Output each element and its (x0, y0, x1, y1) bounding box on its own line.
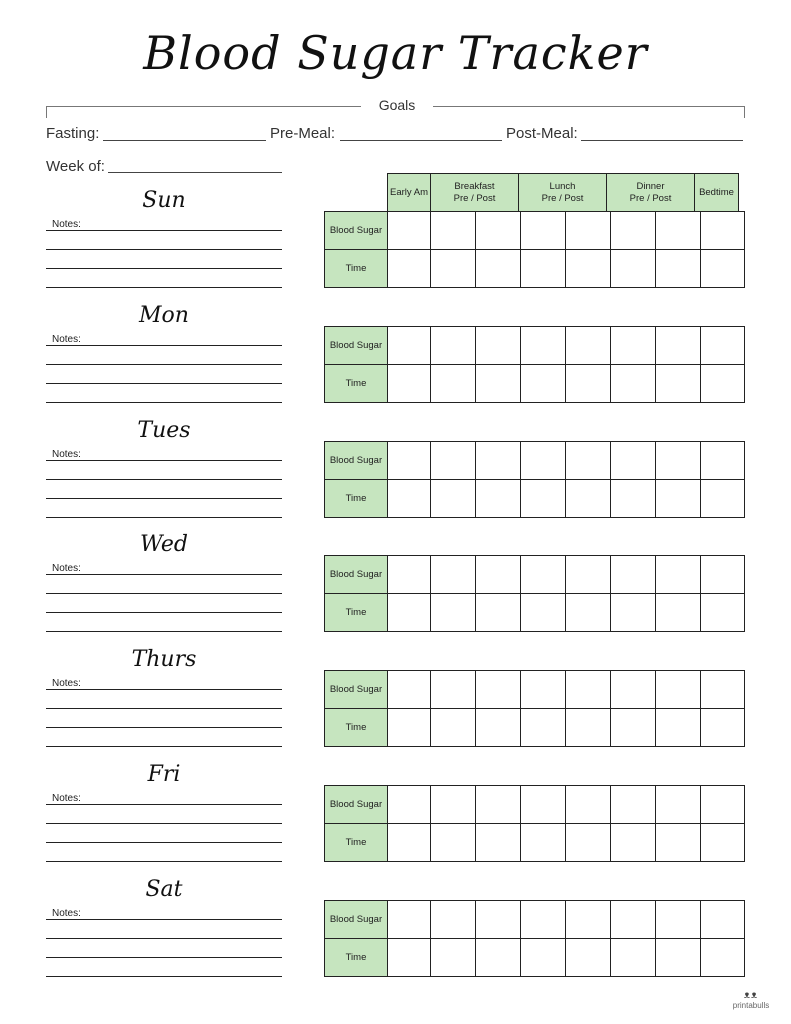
time-row-label: Time (325, 824, 388, 862)
blood-sugar-cell[interactable] (476, 442, 521, 480)
time-cell[interactable] (388, 365, 431, 403)
column-header-breakfast: Breakfast Pre / Post (431, 174, 519, 212)
time-cell[interactable] (656, 939, 701, 977)
notes-line[interactable] (46, 287, 282, 288)
notes-line[interactable] (46, 517, 282, 518)
time-cell[interactable] (566, 480, 611, 518)
day-name: Sat (145, 877, 183, 902)
column-header-lunch: Lunch Pre / Post (519, 174, 607, 212)
blood-sugar-cell[interactable] (701, 671, 745, 709)
column-header-dinner: Dinner Pre / Post (607, 174, 695, 212)
blood-sugar-cell[interactable] (521, 327, 566, 365)
time-cell[interactable] (656, 824, 701, 862)
blood-sugar-cell[interactable] (476, 212, 521, 250)
reading-table (324, 555, 745, 632)
notes-line[interactable] (46, 708, 282, 709)
notes-line[interactable] (46, 938, 282, 939)
time-cell[interactable] (611, 480, 656, 518)
notes-line[interactable] (46, 612, 282, 613)
reading-table (324, 326, 745, 403)
notes-label: Notes: (52, 678, 81, 689)
blood-sugar-cell[interactable] (611, 786, 656, 824)
time-cell[interactable] (388, 709, 431, 747)
day-name: Fri (147, 762, 181, 787)
blood-sugar-cell[interactable] (431, 786, 476, 824)
time-cell[interactable] (521, 824, 566, 862)
blood-sugar-cell[interactable] (476, 901, 521, 939)
reading-table (324, 211, 745, 288)
notes-line[interactable] (46, 479, 282, 480)
notes-line[interactable] (46, 689, 282, 690)
time-cell[interactable] (566, 824, 611, 862)
blood-sugar-cell[interactable] (701, 212, 745, 250)
goals-label: Goals (361, 97, 433, 113)
time-cell[interactable] (611, 709, 656, 747)
blood-sugar-cell[interactable] (701, 556, 745, 594)
notes-line[interactable] (46, 593, 282, 594)
blood-sugar-cell[interactable] (701, 442, 745, 480)
day-section (0, 303, 791, 418)
blood-sugar-cell[interactable] (476, 327, 521, 365)
reading-table (324, 670, 745, 747)
time-cell[interactable] (476, 939, 521, 977)
time-cell[interactable] (656, 365, 701, 403)
time-row-label: Time (325, 939, 388, 977)
post-meal-label: Post-Meal: (506, 125, 578, 142)
notes-line[interactable] (46, 861, 282, 862)
blood-sugar-cell[interactable] (656, 901, 701, 939)
time-cell[interactable] (476, 365, 521, 403)
blood-sugar-cell[interactable] (388, 212, 431, 250)
fasting-field[interactable] (103, 140, 266, 141)
time-cell[interactable] (701, 250, 745, 288)
notes-line[interactable] (46, 230, 282, 231)
notes-line[interactable] (46, 823, 282, 824)
blood-sugar-cell[interactable] (476, 671, 521, 709)
page-title: Blood Sugar Tracker (143, 26, 648, 80)
time-cell[interactable] (566, 709, 611, 747)
day-section (0, 877, 791, 992)
time-cell[interactable] (476, 480, 521, 518)
blood-sugar-cell[interactable] (566, 212, 611, 250)
time-cell[interactable] (566, 365, 611, 403)
reading-table (324, 785, 745, 862)
blood-sugar-cell[interactable] (388, 327, 431, 365)
time-cell[interactable] (521, 250, 566, 288)
time-cell[interactable] (521, 709, 566, 747)
day-name: Mon (139, 303, 189, 328)
post-meal-field[interactable] (581, 140, 743, 141)
notes-line[interactable] (46, 498, 282, 499)
notes-line[interactable] (46, 631, 282, 632)
day-section (0, 418, 791, 533)
notes-line[interactable] (46, 249, 282, 250)
time-cell[interactable] (521, 594, 566, 632)
blood-sugar-cell[interactable] (431, 327, 476, 365)
time-cell[interactable] (701, 594, 745, 632)
time-cell[interactable] (611, 824, 656, 862)
blood-sugar-cell[interactable] (701, 901, 745, 939)
blood-sugar-cell[interactable] (566, 671, 611, 709)
time-cell[interactable] (701, 939, 745, 977)
notes-label: Notes: (52, 563, 81, 574)
notes-line[interactable] (46, 345, 282, 346)
time-cell[interactable] (431, 939, 476, 977)
blood-sugar-cell[interactable] (431, 901, 476, 939)
reading-table (324, 900, 745, 977)
notes-line[interactable] (46, 842, 282, 843)
time-cell[interactable] (701, 480, 745, 518)
day-name: Sun (142, 188, 186, 213)
blood-sugar-cell[interactable] (611, 212, 656, 250)
time-row-label: Time (325, 365, 388, 403)
blood-sugar-cell[interactable] (656, 442, 701, 480)
time-cell[interactable] (476, 824, 521, 862)
notes-line[interactable] (46, 460, 282, 461)
blood-sugar-cell[interactable] (476, 786, 521, 824)
fasting-label: Fasting: (46, 125, 100, 142)
day-section (0, 188, 791, 303)
time-cell[interactable] (431, 709, 476, 747)
time-cell[interactable] (611, 365, 656, 403)
week-of-field[interactable] (108, 172, 282, 173)
blood-sugar-row-label: Blood Sugar (325, 901, 388, 939)
blood-sugar-cell[interactable] (521, 556, 566, 594)
day-name: Wed (140, 532, 188, 557)
time-cell[interactable] (656, 709, 701, 747)
blood-sugar-row-label: Blood Sugar (325, 327, 388, 365)
day-name: Tues (137, 418, 191, 443)
notes-label: Notes: (52, 449, 81, 460)
blood-sugar-cell[interactable] (656, 556, 701, 594)
blood-sugar-cell[interactable] (656, 212, 701, 250)
pre-meal-label: Pre-Meal: (270, 125, 336, 142)
blood-sugar-cell[interactable] (656, 671, 701, 709)
column-header-bedtime: Bedtime (695, 174, 739, 212)
time-cell[interactable] (701, 365, 745, 403)
notes-line[interactable] (46, 976, 282, 977)
time-cell[interactable] (388, 480, 431, 518)
blood-sugar-cell[interactable] (388, 786, 431, 824)
blood-sugar-cell[interactable] (521, 786, 566, 824)
time-cell[interactable] (388, 594, 431, 632)
day-section (0, 532, 791, 647)
notes-line[interactable] (46, 804, 282, 805)
blood-sugar-cell[interactable] (656, 327, 701, 365)
blood-sugar-cell[interactable] (656, 786, 701, 824)
time-cell[interactable] (566, 594, 611, 632)
brand-logo (726, 990, 776, 1010)
notes-label: Notes: (52, 908, 81, 919)
blood-sugar-cell[interactable] (566, 786, 611, 824)
notes-line[interactable] (46, 919, 282, 920)
brand-mark: ᴥᴥ (743, 990, 759, 1001)
time-cell[interactable] (388, 824, 431, 862)
blood-sugar-cell[interactable] (611, 901, 656, 939)
notes-line[interactable] (46, 402, 282, 403)
time-cell[interactable] (388, 250, 431, 288)
time-cell[interactable] (431, 824, 476, 862)
time-cell[interactable] (611, 939, 656, 977)
time-cell[interactable] (611, 250, 656, 288)
time-cell[interactable] (701, 709, 745, 747)
day-name: Thurs (131, 647, 197, 672)
notes-line[interactable] (46, 364, 282, 365)
notes-line[interactable] (46, 268, 282, 269)
notes-line[interactable] (46, 383, 282, 384)
blood-sugar-cell[interactable] (476, 556, 521, 594)
time-cell[interactable] (521, 365, 566, 403)
time-cell[interactable] (566, 250, 611, 288)
notes-line[interactable] (46, 746, 282, 747)
time-cell[interactable] (701, 824, 745, 862)
time-cell[interactable] (611, 594, 656, 632)
blood-sugar-row-label: Blood Sugar (325, 556, 388, 594)
notes-label: Notes: (52, 793, 81, 804)
time-cell[interactable] (476, 250, 521, 288)
column-header-early-am: Early Am (388, 174, 431, 212)
blood-sugar-row-label: Blood Sugar (325, 786, 388, 824)
blood-sugar-cell[interactable] (566, 442, 611, 480)
blood-sugar-row-label: Blood Sugar (325, 212, 388, 250)
time-cell[interactable] (656, 250, 701, 288)
blood-sugar-cell[interactable] (611, 442, 656, 480)
notes-line[interactable] (46, 957, 282, 958)
time-cell[interactable] (431, 594, 476, 632)
notes-label: Notes: (52, 334, 81, 345)
time-cell[interactable] (656, 480, 701, 518)
time-cell[interactable] (521, 939, 566, 977)
blood-sugar-cell[interactable] (431, 671, 476, 709)
pre-meal-field[interactable] (340, 140, 502, 141)
reading-table (324, 441, 745, 518)
blood-sugar-cell[interactable] (701, 786, 745, 824)
time-row-label: Time (325, 250, 388, 288)
time-cell[interactable] (476, 709, 521, 747)
week-of-label: Week of: (46, 158, 105, 175)
blood-sugar-cell[interactable] (521, 671, 566, 709)
blood-sugar-cell[interactable] (521, 442, 566, 480)
notes-line[interactable] (46, 727, 282, 728)
time-cell[interactable] (656, 594, 701, 632)
blood-sugar-cell[interactable] (431, 442, 476, 480)
brand-name: printabulls (732, 1001, 770, 1010)
notes-label: Notes: (52, 219, 81, 230)
blood-sugar-cell[interactable] (611, 556, 656, 594)
blood-sugar-cell[interactable] (431, 212, 476, 250)
blood-sugar-cell[interactable] (611, 671, 656, 709)
blood-sugar-cell[interactable] (388, 556, 431, 594)
blood-sugar-row-label: Blood Sugar (325, 442, 388, 480)
time-row-label: Time (325, 594, 388, 632)
blood-sugar-cell[interactable] (388, 901, 431, 939)
blood-sugar-cell[interactable] (388, 442, 431, 480)
time-row-label: Time (325, 709, 388, 747)
time-row-label: Time (325, 480, 388, 518)
blood-sugar-cell[interactable] (431, 556, 476, 594)
notes-line[interactable] (46, 574, 282, 575)
blood-sugar-cell[interactable] (566, 901, 611, 939)
time-cell[interactable] (388, 939, 431, 977)
day-section (0, 647, 791, 762)
blood-sugar-row-label: Blood Sugar (325, 671, 388, 709)
blood-sugar-cell[interactable] (566, 556, 611, 594)
blood-sugar-cell[interactable] (521, 212, 566, 250)
time-cell[interactable] (566, 939, 611, 977)
blood-sugar-cell[interactable] (566, 327, 611, 365)
blood-sugar-cell[interactable] (701, 327, 745, 365)
time-cell[interactable] (431, 250, 476, 288)
blood-sugar-cell[interactable] (611, 327, 656, 365)
time-cell[interactable] (521, 480, 566, 518)
time-cell[interactable] (476, 594, 521, 632)
blood-sugar-cell[interactable] (388, 671, 431, 709)
blood-sugar-cell[interactable] (521, 901, 566, 939)
time-cell[interactable] (431, 365, 476, 403)
time-cell[interactable] (431, 480, 476, 518)
day-section (0, 762, 791, 877)
